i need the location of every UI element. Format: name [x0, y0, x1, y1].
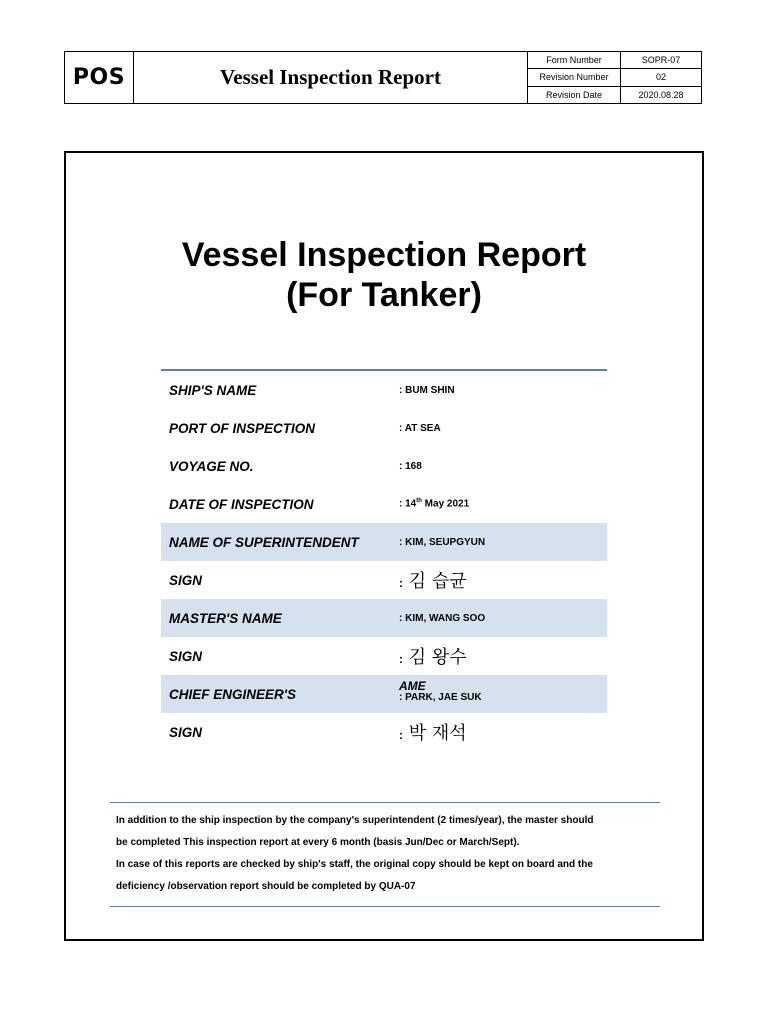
note-line: deficiency /observation report should be completed by QUA-07	[116, 881, 416, 892]
cover-title-line-2: (For Tanker)	[286, 276, 482, 314]
superintendent-signature	[399, 567, 467, 593]
date-day: : 14	[399, 498, 417, 510]
chief-engineer-signature	[399, 719, 467, 745]
sign-colon: :	[399, 652, 403, 666]
date-value	[399, 498, 469, 509]
note-top-divider	[110, 802, 660, 803]
meta-label: Form Number	[528, 52, 621, 68]
meta-label: Revision Date	[528, 87, 621, 103]
row-sign-superintendent	[161, 561, 607, 599]
sign-colon: :	[399, 728, 403, 742]
port-label: PORT OF INSPECTION	[169, 420, 316, 436]
row-voyage	[161, 447, 607, 485]
cover-title	[66, 235, 702, 315]
row-sign-master	[161, 637, 607, 675]
row-master	[161, 599, 607, 637]
port-value: : AT SEA	[399, 422, 441, 434]
meta-row-form-number	[528, 52, 701, 69]
header-title: Vessel Inspection Report	[134, 52, 528, 103]
superintendent-label: NAME OF SUPERINTENDENT	[169, 534, 359, 550]
meta-value: 2020.08.28	[638, 89, 684, 100]
chief-engineer-value-line-1: AME	[399, 679, 426, 693]
chief-engineer-value	[399, 680, 482, 704]
superintendent-value: : KIM, SEUPGYUN	[399, 536, 486, 548]
note-line: In case of this reports are checked by ship's staff, the original copy should be kept on board and the	[116, 859, 593, 870]
meta-value: SOPR-07	[641, 55, 681, 66]
ship-name-value: : BUM SHIN	[399, 384, 455, 396]
row-chief-engineer	[161, 675, 607, 713]
signature-text: 김 왕수	[408, 647, 467, 668]
inspection-note	[116, 810, 656, 898]
note-line: In addition to the ship inspection by the company's superintendent (2 times/year), the master should	[116, 815, 594, 826]
row-port	[161, 409, 607, 447]
sign-label: SIGN	[169, 572, 203, 588]
form-meta-table	[528, 52, 701, 103]
inspection-info-table	[161, 371, 607, 751]
voyage-label: VOYAGE NO.	[169, 458, 254, 474]
meta-row-revision-date	[528, 87, 701, 103]
master-signature	[399, 643, 467, 669]
row-ship-name	[161, 371, 607, 409]
sign-colon: :	[399, 576, 403, 590]
ship-name-label: SHIP'S NAME	[169, 382, 257, 398]
note-bottom-divider	[110, 906, 660, 907]
cover-page	[64, 151, 704, 941]
row-superintendent	[161, 523, 607, 561]
meta-label: Revision Number	[528, 69, 621, 85]
master-label: MASTER'S NAME	[169, 610, 282, 626]
meta-value: 02	[655, 72, 666, 83]
note-line: be completed This inspection report at every 6 month (basis Jun/Dec or March/Sept).	[116, 837, 520, 848]
document-header	[64, 51, 702, 104]
sign-label: SIGN	[169, 648, 203, 664]
row-sign-chief-engineer	[161, 713, 607, 751]
company-logo: POS	[65, 52, 134, 103]
cover-title-line-1: Vessel Inspection Report	[181, 236, 587, 274]
meta-row-revision-number	[528, 69, 701, 86]
row-date	[161, 485, 607, 523]
date-suffix: th	[416, 498, 422, 505]
voyage-value: : 168	[399, 460, 422, 472]
sign-label: SIGN	[169, 724, 203, 740]
date-month-year: May 2021	[421, 498, 470, 510]
chief-engineer-value-line-2: : PARK, JAE SUK	[399, 692, 482, 703]
chief-engineer-label: CHIEF ENGINEER'S	[169, 686, 296, 702]
signature-text: 김 습균	[408, 571, 467, 592]
signature-text: 박 재석	[408, 723, 467, 744]
master-value: : KIM, WANG SOO	[399, 612, 486, 624]
date-label: DATE OF INSPECTION	[169, 496, 314, 512]
